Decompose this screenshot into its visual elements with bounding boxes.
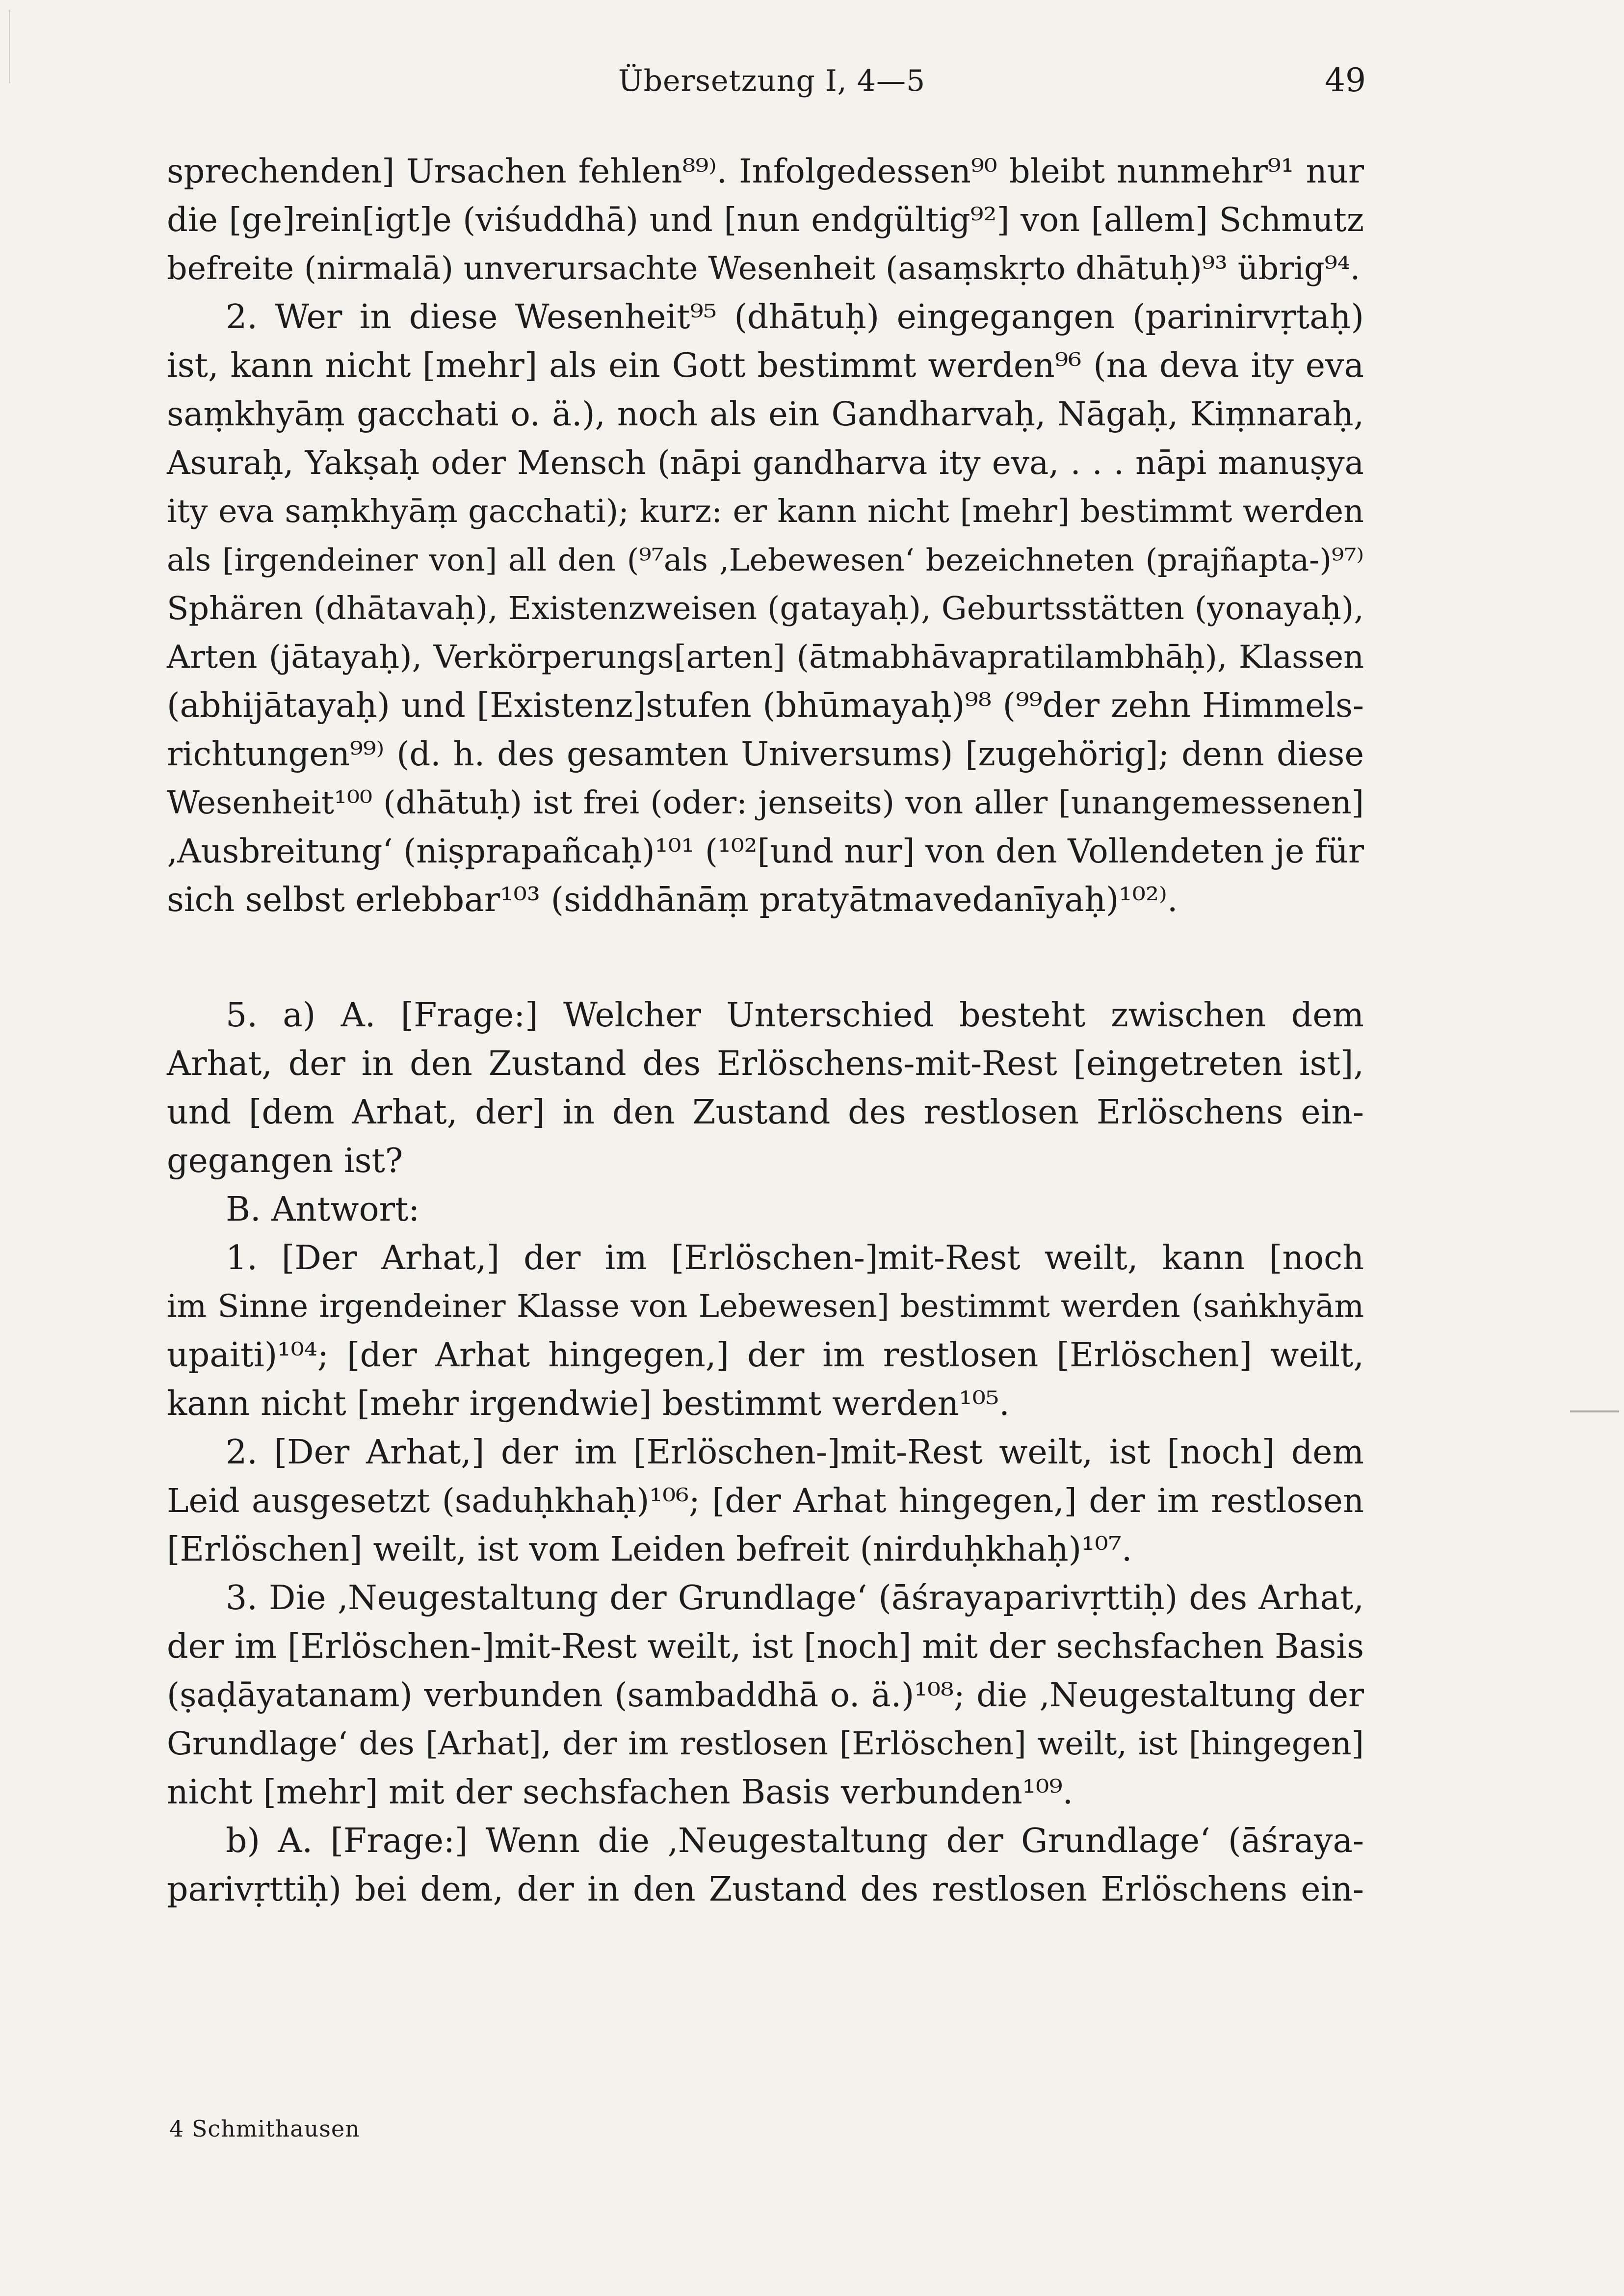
text-line: Arhat, der in den Zustand des Erlöschens-mit-Rest [eingetreten ist], (167, 1044, 1364, 1083)
text-line: und [dem Arhat, der] in den Zustand des restlosen Erlöschens ein- (167, 1093, 1364, 1132)
signature-mark: 4 Schmithausen (169, 2115, 360, 2142)
text-line: sprechenden] Ursachen fehlen⁸⁹⁾. Infolgedessen⁹⁰ bleibt nunmehr⁹¹ nur (167, 152, 1364, 190)
text-line: ity eva saṃkhyāṃ gacchati); kurz: er kann nicht [mehr] bestimmt werden (167, 493, 1364, 530)
text-line: Sphären (dhātavaḥ), Existenzweisen (gatayaḥ), Geburtsstätten (yonayaḥ), (167, 590, 1364, 627)
text-line: ist, kann nicht [mehr] als ein Gott bestimmt werden⁹⁶ (na deva ity eva (167, 346, 1364, 385)
text-line: Arten (jātayaḥ), Verkörperungs[arten] (ātmabhāvapratilambhāḥ), Klassen (167, 639, 1364, 676)
scan-edge-mark (9, 10, 10, 83)
text-line: upaiti)¹⁰⁴; [der Arhat hingegen,] der im restlosen [Erlöschen] weilt, (167, 1336, 1364, 1375)
text-line: Wesenheit¹⁰⁰ (dhātuḥ) ist frei (oder: jenseits) von aller [unangemessenen] (167, 784, 1364, 821)
text-line: Leid ausgesetzt (saduḥkhaḥ)¹⁰⁶; [der Arhat hingegen,] der im restlosen (167, 1482, 1364, 1520)
text-line: befreite (nirmalā) unverursachte Wesenheit (asaṃskṛto dhātuḥ)⁹³ übrig⁹⁴. (167, 250, 1361, 287)
running-title: Übersetzung I, 4—5 (618, 64, 926, 98)
text-line: 2. [Der Arhat,] der im [Erlöschen-]mit-Rest weilt, ist [noch] dem (226, 1433, 1364, 1472)
text-line: richtungen⁹⁹⁾ (d. h. des gesamten Universums) [zugehörig]; denn diese (167, 735, 1364, 773)
text-line: kann nicht [mehr irgendwie] bestimmt werden¹⁰⁵. (167, 1384, 1010, 1423)
text-line: 2. Wer in diese Wesenheit⁹⁵ (dhātuḥ) eingegangen (parinirvṛtaḥ) (226, 298, 1364, 337)
text-line: sich selbst erlebbar¹⁰³ (siddhānāṃ pratyātmavedanīyaḥ)¹⁰²⁾. (167, 881, 1178, 919)
text-line: (ṣaḍāyatanam) verbunden (sambaddhā o. ä.)¹⁰⁸; die ‚Neugestaltung der (167, 1676, 1364, 1714)
text-line: b) A. [Frage:] Wenn die ‚Neugestaltung der Grundlage‘ (āśraya- (226, 1822, 1364, 1860)
body-text-top (167, 147, 1364, 924)
text-line: die [ge]rein[igt]e (viśuddhā) und [nun endgültig⁹²] von [allem] Schmutz (167, 201, 1364, 239)
text-line: Asuraḥ, Yakṣaḥ oder Mensch (nāpi gandharva ity eva, . . . nāpi manuṣya (167, 444, 1364, 482)
text-line: 1. [Der Arhat,] der im [Erlöschen-]mit-Rest weilt, kann [noch (226, 1239, 1364, 1278)
text-line: (abhijātayaḥ) und [Existenz]stufen (bhūmayaḥ)⁹⁸ (⁹⁹der zehn Himmels- (167, 686, 1364, 725)
text-line: [Erlöschen] weilt, ist vom Leiden befreit (nirduḥkhaḥ)¹⁰⁷. (167, 1530, 1132, 1569)
text-line: 3. Die ‚Neugestaltung der Grundlage‘ (āśrayaparivṛttiḥ) des Arhat, (226, 1579, 1364, 1618)
page-number: 49 (1325, 61, 1366, 99)
section-heading-line: 5. a) A. [Frage:] Welcher Unterschied besteht zwischen dem (226, 996, 1364, 1035)
text-line: im Sinne irgendeiner Klasse von Lebewesen] bestimmt werden (saṅkhyām (167, 1288, 1364, 1325)
text-line: saṃkhyāṃ gacchati o. ä.), noch als ein Gandharvaḥ, Nāgaḥ, Kiṃnaraḥ, (167, 395, 1364, 433)
text-line: B. Antwort: (226, 1190, 420, 1229)
text-line: gegangen ist? (167, 1142, 403, 1180)
text-line: nicht [mehr] mit der sechsfachen Basis verbunden¹⁰⁹. (167, 1773, 1074, 1812)
scan-artifact-line (1521, 1410, 1619, 1412)
text-line: parivṛttiḥ) bei dem, der in den Zustand des restlosen Erlöschens ein- (167, 1870, 1364, 1909)
text-line: ‚Ausbreitung‘ (niṣprapañcaḥ)¹⁰¹ (¹⁰²[und nur] von den Vollendeten je für (167, 832, 1364, 870)
body-text-section-5 (167, 991, 1364, 1914)
text-line: der im [Erlöschen-]mit-Rest weilt, ist [noch] mit der sechsfachen Basis (167, 1627, 1364, 1666)
text-line: als [irgendeiner von] all den (⁹⁷als ‚Lebewesen‘ bezeichneten (prajñapta-)⁹⁷⁾ (167, 542, 1364, 578)
text-line: Grundlage‘ des [Arhat], der im restlosen [Erlöschen] weilt, ist [hingegen] (167, 1725, 1364, 1762)
